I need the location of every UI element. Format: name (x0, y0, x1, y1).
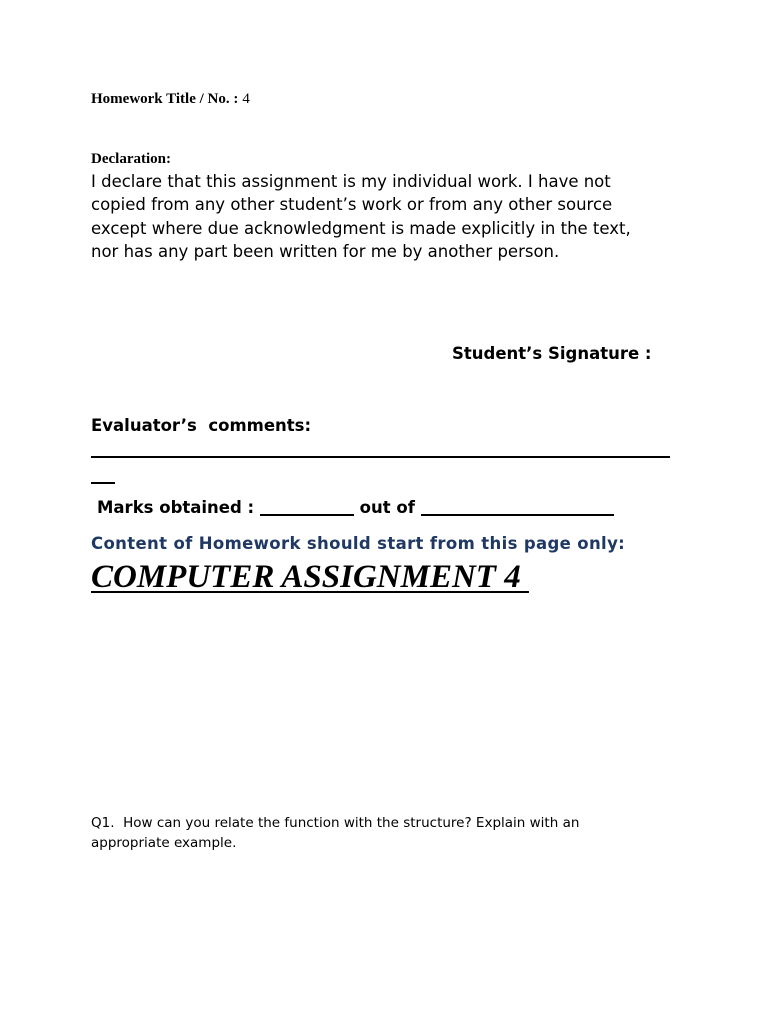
homework-title-label: Homework Title / No. : (91, 91, 239, 107)
marks-obtained-label: Marks obtained : (97, 498, 255, 517)
evaluator-comments-label: Evaluator’s comments: (91, 416, 312, 435)
declaration-text (91, 170, 681, 263)
declaration-line: I declare that this assignment is my individual work. I have not (91, 172, 611, 191)
out-of-label: out of (359, 498, 415, 517)
total-marks-blank (421, 500, 614, 516)
question-line: appropriate example. (91, 834, 237, 851)
declaration-line: copied from any other student’s work or from any other source (91, 195, 613, 215)
question-1 (91, 814, 691, 853)
student-signature-label: Student’s Signature : (452, 344, 652, 363)
declaration-line: except where due acknowledgment is made explicitly in the text, (91, 218, 631, 238)
comments-line-continuation (91, 482, 115, 484)
marks-obtained-blank (260, 500, 354, 516)
comments-line (91, 456, 670, 458)
declaration-label: Declaration: (91, 151, 171, 167)
homework-title-line (91, 91, 250, 108)
assignment-title: COMPUTER ASSIGNMENT 4 (91, 559, 529, 595)
content-start-note: Content of Homework should start from this page only: (91, 534, 626, 553)
question-line: Q1. How can you relate the function with the structure? Explain with an (91, 815, 580, 831)
declaration-line: nor has any part been written for me by another person. (91, 241, 560, 261)
marks-line (97, 498, 614, 517)
homework-title-value: 4 (242, 91, 250, 107)
